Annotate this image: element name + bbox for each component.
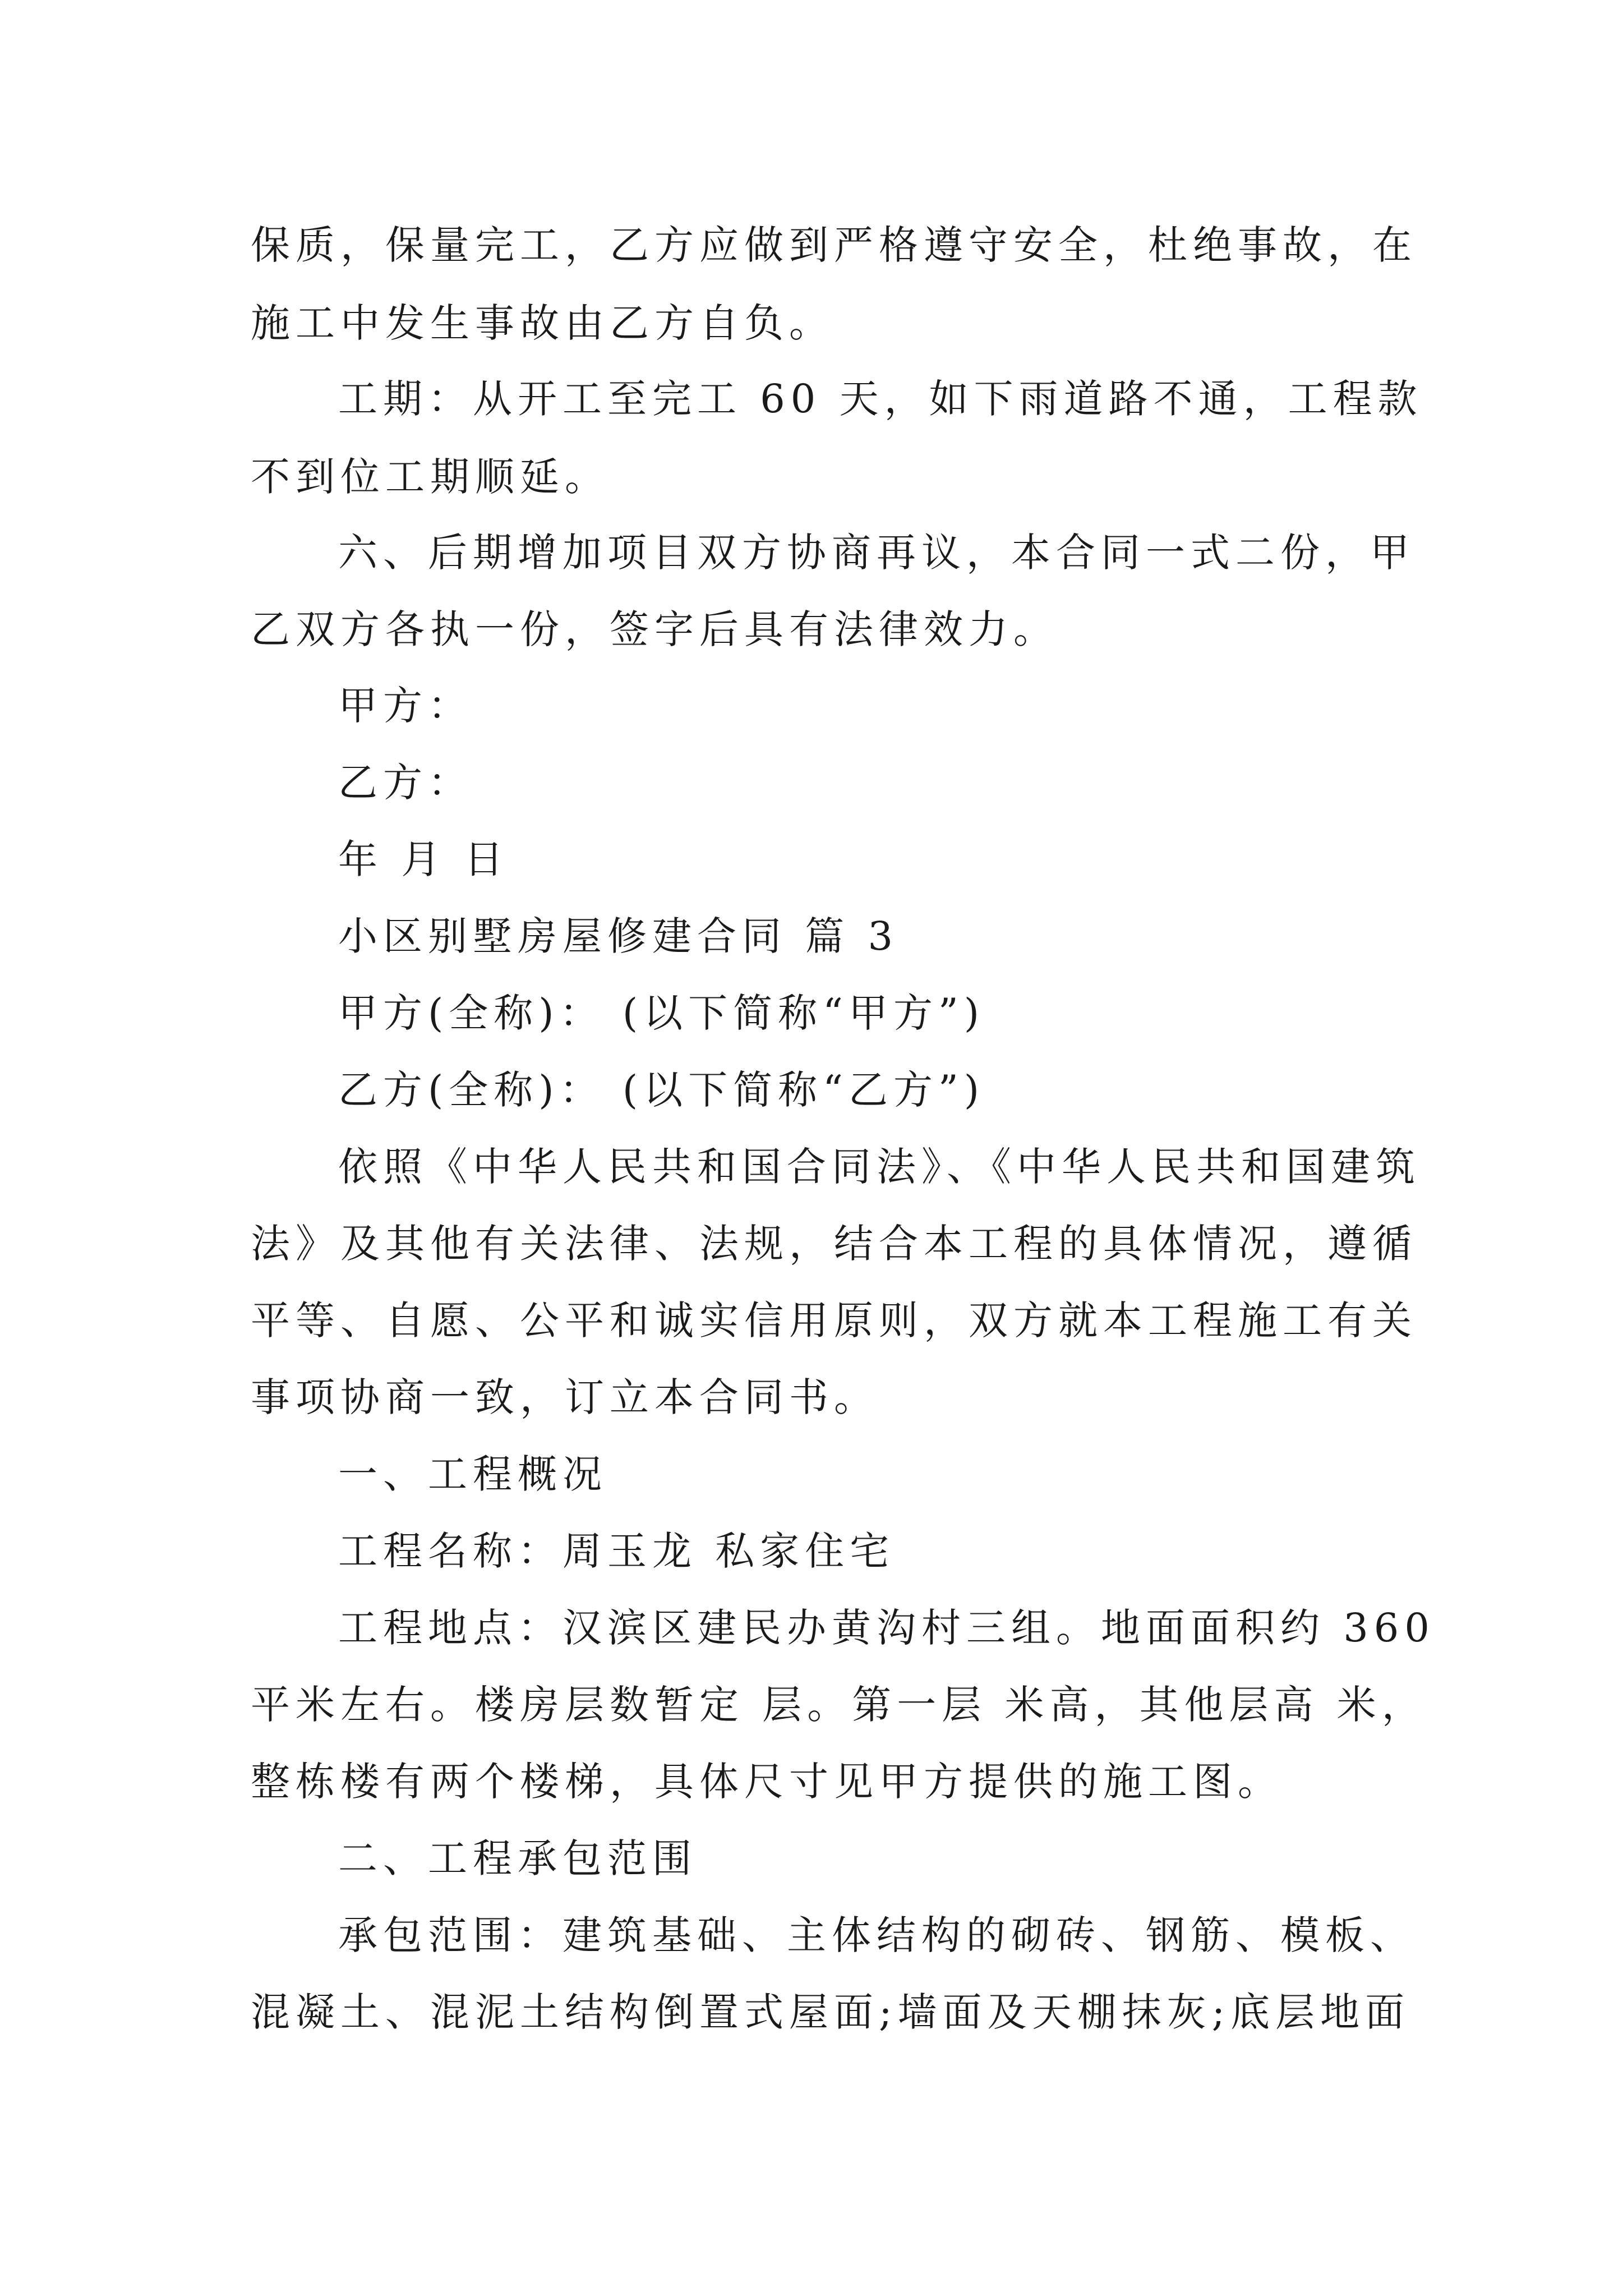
text-line: 整栋楼有两个楼梯，具体尺寸见甲方提供的施工图。 xyxy=(251,1759,1283,1805)
text-line: 依照《中华人民共和国合同法》、《中华人民共和国建筑 xyxy=(338,1144,1421,1190)
signature-date: 年 月 日 xyxy=(338,836,509,882)
signature-party-a: 甲方： xyxy=(338,683,473,729)
text-line: 混凝土、混泥土结构倒置式屋面;墙面及天棚抹灰;底层地面 xyxy=(251,1989,1410,2035)
text-line: 保质，保量完工，乙方应做到严格遵守安全，杜绝事故，在 xyxy=(251,222,1417,268)
section-heading: 二、工程承包范围 xyxy=(338,1835,697,1881)
text-line: 工程名称：周玉龙 私家住宅 xyxy=(338,1528,895,1574)
text-line: 法》及其他有关法律、法规，结合本工程的具体情况，遵循 xyxy=(251,1221,1417,1267)
text-line: 施工中发生事故由乙方自负。 xyxy=(251,300,834,346)
text-line: 平米左右。楼房层数暂定 层。第一层 米高，其他层高 米， xyxy=(251,1682,1427,1728)
text-line: 平等、自愿、公平和诚实信用原则，双方就本工程施工有关 xyxy=(251,1297,1417,1343)
party-b-line: 乙方(全称)： (以下简称“乙方”) xyxy=(338,1067,985,1113)
text-line: 承包范围：建筑基础、主体结构的砌砖、钢筋、模板、 xyxy=(338,1912,1415,1958)
text-line: 工程地点：汉滨区建民办黄沟村三组。地面面积约 360 xyxy=(338,1605,1435,1651)
text-line: 乙双方各执一份，签字后具有法律效力。 xyxy=(251,606,1058,652)
section-heading: 一、工程概况 xyxy=(338,1451,607,1497)
signature-party-b: 乙方： xyxy=(338,760,473,806)
text-line: 工期：从开工至完工 60 天，如下雨道路不通，工程款 xyxy=(338,376,1423,422)
party-a-line: 甲方(全称)： (以下简称“甲方”) xyxy=(338,990,985,1036)
text-line: 事项协商一致，订立本合同书。 xyxy=(251,1374,879,1420)
text-line: 六、后期增加项目双方协商再议，本合同一式二份，甲 xyxy=(338,530,1415,576)
section-heading: 小区别墅房屋修建合同 篇 3 xyxy=(338,913,899,959)
text-line: 不到位工期顺延。 xyxy=(251,454,610,500)
